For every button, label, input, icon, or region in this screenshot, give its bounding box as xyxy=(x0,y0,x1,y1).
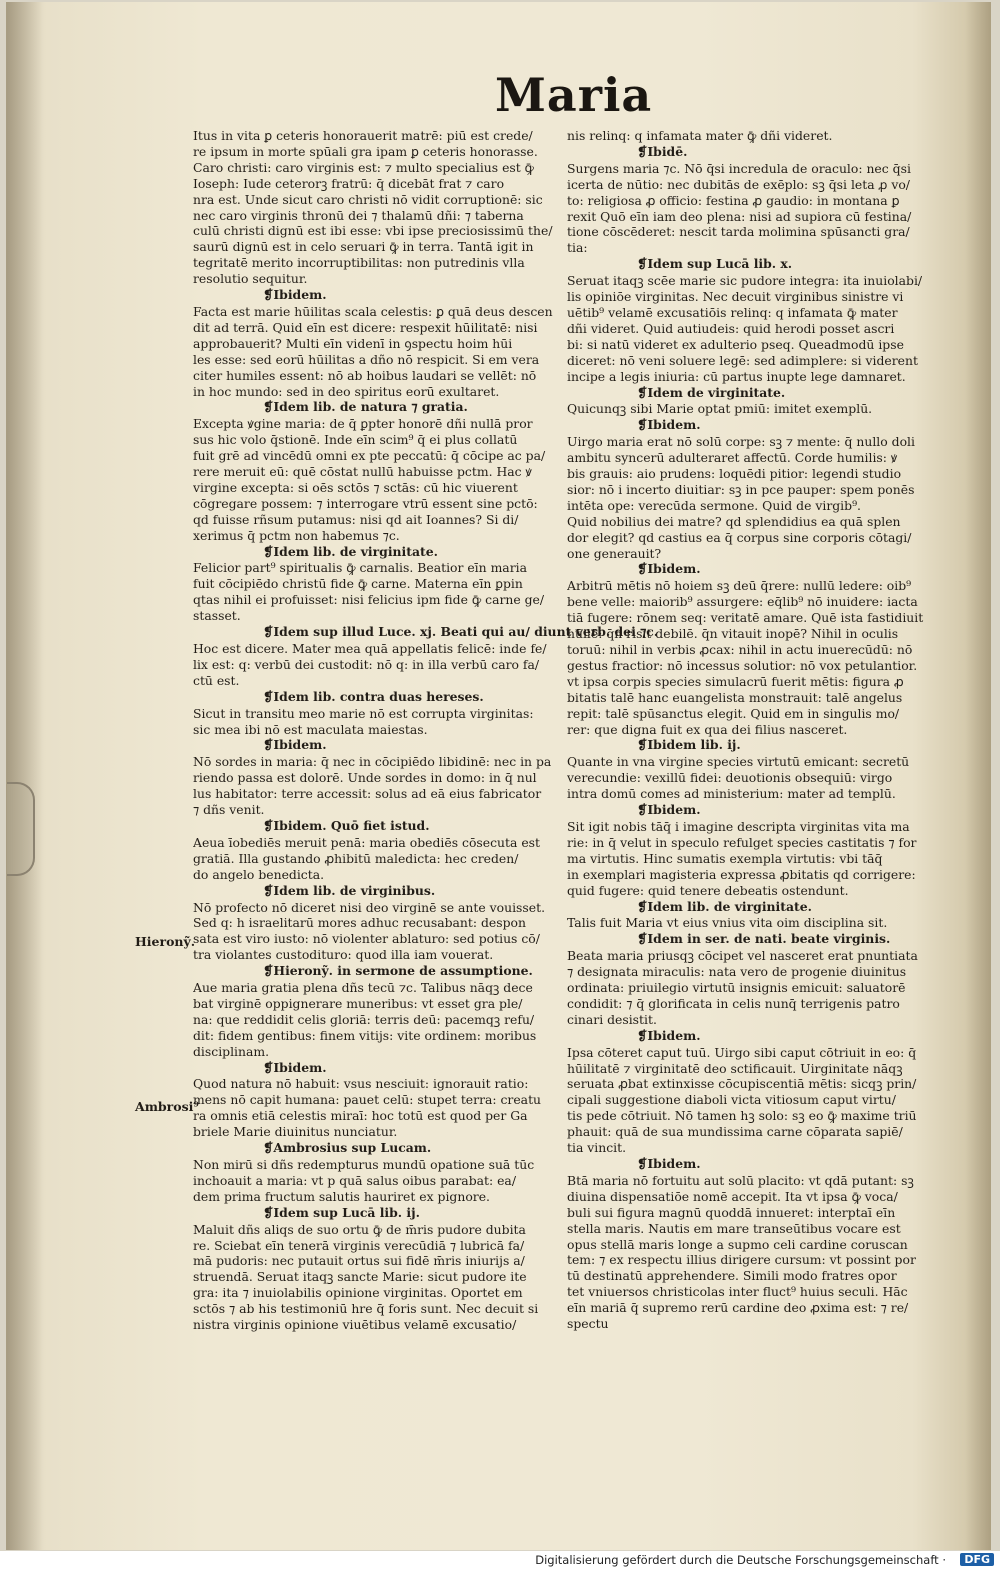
paragraph xyxy=(567,915,939,947)
paragraph xyxy=(567,128,939,160)
margin-note-hieronymus: Hieronỹ. xyxy=(135,934,196,949)
citation: ❡Ibidem. xyxy=(263,737,327,753)
text-line: Talis fuit Maria vt eius vnius vita oim disciplina sit. xyxy=(567,915,888,931)
paragraph xyxy=(193,416,558,559)
text-line: xerimus q̄ pctm non habemus ⁊c. xyxy=(193,527,400,543)
citation: ❡Idem sup Lucā lib. ij. xyxy=(263,1204,420,1220)
paragraph xyxy=(567,948,939,1043)
text-line: Surgens maria ⁊c. Nō q̄si incredula de oraculo: nec q̄si xyxy=(567,160,911,176)
text-line: Nō sordes in maria: q̄ nec in cōcipiēdo libidinē: nec in pa xyxy=(193,754,552,770)
text-line: bitatis talē hanc euangelista monstrauit: talē angelus xyxy=(567,689,903,705)
text-line: condidit: ⁊ q̄ glorificata in celis nunq̄ terrigenis patro xyxy=(567,995,900,1011)
paragraph xyxy=(567,434,939,577)
text-line: saurū dignū est in celo seruari ꝙ̄ in terra. Tantā igit in xyxy=(193,239,534,255)
text-line: quid fugere: quid tenere debeatis ostendunt. xyxy=(567,882,849,898)
text-line: sata est viro iusto: nō violenter ablaturo: sed potius cō/ xyxy=(193,931,540,947)
text-line: vt ipsa corpis species simulacrū fuerit mētis: figura ꝓ xyxy=(567,673,904,689)
citation: ❡Hieronỹ. in sermone de assumptione. xyxy=(263,963,533,979)
citation: ❡Ibidē. xyxy=(637,143,688,159)
paragraph xyxy=(193,641,558,705)
paragraph xyxy=(193,1157,558,1221)
text-line: Arbitrū mētis nō hoiem sꝫ deū q̄rere: nullū ledere: oib⁹ xyxy=(567,578,912,594)
text-line: Sed q: h israelitarū mores adhuc recusabant: despon xyxy=(193,915,526,931)
citation: ❡Ibidem. Quō fiet istud. xyxy=(263,817,430,833)
text-line: virgine excepta: si oēs sctōs ⁊ sctās: cū hic viuerent xyxy=(193,479,518,495)
text-line: gratiā. Illa gustando ꝓhibitū maledicta: hec creden/ xyxy=(193,850,519,866)
text-line: seruata ꝓbat extinxisse cōcupiscentiā mētis: sicqꝫ prin/ xyxy=(567,1076,917,1092)
text-line: buli sui figura magnū quoddā innueret: interptaī eīn xyxy=(567,1204,896,1220)
text-line: Itus in vita ꝑ ceteris honorauerit matrē: piū est crede/ xyxy=(193,128,533,143)
citation: ❡Ibidem. xyxy=(637,802,701,818)
text-line: ordinata: priuilegio virtutū insignis emicuit: saluatorē xyxy=(567,980,906,996)
citation: ❡Ambrosius sup Lucam. xyxy=(263,1140,432,1156)
text-line: stella maris. Nautis em mare transeūtibus vocare est xyxy=(567,1220,901,1236)
text-line: fuit grē ad vincēdū omni ex pte peccatū: q̄ cōcipe ac pa/ xyxy=(193,448,546,464)
text-line: Sit igit nobis tāq̄ i imagine descripta virginitas vita ma xyxy=(567,818,910,834)
text-line: gestus fractior: nō incessus solutior: nō vox petulantior. xyxy=(567,657,918,673)
text-line: Felicior part⁹ spiritualis ꝙ̄ carnalis. Beatior eīn maria xyxy=(193,560,527,576)
text-line: Caro christi: caro virginis est: ⁊ multo specialius est ꝙ̄ xyxy=(193,159,534,175)
text-line: Seruat itaqꝫ scēe marie sic pudore integra: ita inuiolabi/ xyxy=(567,273,923,289)
text-line: nra est. Unde sicut caro christi nō vidit corruptionē: sic xyxy=(193,191,543,207)
text-line: tem: ⁊ ex respectu illius dirigere cursum: vt possint por xyxy=(567,1252,916,1268)
text-line: briele Marie diuinitus nunciatur. xyxy=(193,1124,398,1140)
right-text-column xyxy=(567,128,939,1333)
text-line: intēta ope: verecūda sermone. Quid de virgib⁹. xyxy=(567,497,861,513)
citation: ❡Ibidem. xyxy=(637,1027,701,1043)
text-line: Aue maria gratia plena dñs tecū ⁊c. Talibus nāqꝫ dece xyxy=(193,980,533,996)
text-line: ⁊ designata miraculis: nata vero de progenie diuinitus xyxy=(567,964,907,980)
text-line: rie: in q̄ velut in speculo refulget species castitatis ⁊ for xyxy=(567,834,917,850)
text-line: Aeua īobediēs meruit penā: maria obediēs cōsecuta est xyxy=(193,834,540,850)
paragraph xyxy=(193,1222,558,1333)
text-line: Non mirū si dñs redempturus mundū opatione suā tūc xyxy=(193,1157,535,1172)
text-line: Quicunqꝫ sibi Marie optat pmiū: imitet exemplū. xyxy=(567,401,873,417)
text-line: ra omnis etiā celestis miraī: hoc totū est quod per Ga xyxy=(193,1108,528,1124)
text-line: Ioseph: Iude ceterorꝫ fratrū: q̄ dicebāt frat ⁊ caro xyxy=(193,175,505,191)
text-line: cōgregare possem: ⁊ interrogare vtrū essent sine pctō: xyxy=(193,495,538,511)
text-line: in hoc mundo: sed in deo spiritus eorū exultaret. xyxy=(193,383,500,399)
citation: ❡Idem lib. de virginitate. xyxy=(637,898,812,914)
text-line: one generauit? xyxy=(567,545,662,561)
text-line: lix est: q: verbū dei custodit: nō q: in illa verbū caro fa/ xyxy=(193,656,540,672)
paragraph xyxy=(193,128,558,303)
text-line: bi: si natū videret ex adulterio pseq. Queadmodū ipse xyxy=(567,336,904,352)
citation: ❡Idem lib. de natura ⁊ gratia. xyxy=(263,399,468,415)
paragraph xyxy=(193,1076,558,1156)
text-line: ctū est. xyxy=(193,672,240,688)
text-line: lis opiniōe virginitas. Nec decuit virginibus sinistre vi xyxy=(567,289,904,305)
text-line: rexit Quō eīn iam deo plena: nisi ad supiora cū festina/ xyxy=(567,208,912,224)
text-line: spectu xyxy=(567,1316,609,1332)
text-line: to: religiosa ꝓ officio: festina ꝓ gaudio: in montana ꝑ xyxy=(567,192,900,208)
citation: ❡Idem de virginitate. xyxy=(637,384,786,400)
paragraph xyxy=(567,161,939,272)
text-line: nis relinq: q infamata mater ꝙ̄ dñi videret. xyxy=(567,128,833,143)
citation: ❡Idem lib. de virginitate. xyxy=(263,543,438,559)
text-line: Ipsa cōteret caput tuū. Uirgo sibi caput cōtriuit in eo: q̄ xyxy=(567,1044,917,1060)
text-line: stasset. xyxy=(193,608,241,624)
citation: ❡Idem in ser. de nati. beate virginis. xyxy=(637,931,891,947)
text-line: les esse: sed eorū hūilitas a dño nō respicit. Si em vera xyxy=(193,351,540,367)
text-line: bene velle: maiorib⁹ assurgere: eq̄lib⁹ nō inuidere: iacta xyxy=(567,594,918,610)
text-line: Quod natura nō habuit: vsus nesciuit: ignorauit ratio: xyxy=(193,1076,529,1092)
text-line: citer humiles essent: nō ab hoibus laudari se vellēt: nō xyxy=(193,367,537,383)
paragraph xyxy=(193,560,659,640)
paragraph xyxy=(567,1045,939,1172)
text-line: in exemplari magisteria expressa ꝓbitatis qd corrigere: xyxy=(567,866,916,882)
text-line: incipe a legis iniuria: cū partus inupte lege damnaret. xyxy=(567,368,906,384)
text-line: ambitu syncerū adulteraret affectū. Corde humilis: ꝟ xyxy=(567,450,898,466)
text-line: Nō profecto nō diceret nisi deo virginē se ante vouisset. xyxy=(193,899,546,915)
running-header: Maria xyxy=(495,68,653,122)
book-page xyxy=(6,2,991,1550)
text-line: hūilitatē ⁊ virginitatē deo sctificauit. Uirginitate nāqꝫ xyxy=(567,1060,903,1076)
paragraph xyxy=(193,706,558,754)
text-line: Uirgo maria erat nō solū corpe: sꝫ ⁊ mente: q̄ nullo doli xyxy=(567,434,915,450)
text-line: qtas nihil ei profuisset: nisi felicius ipm fide ꝙ̄ carne ge/ xyxy=(193,592,545,608)
text-line: nec caro virginis thronū dei ⁊ thalamū dñi: ⁊ taberna xyxy=(193,207,524,223)
text-line: eīn mariā q̄ supremo rerū cardine deo ꝓxima est: ⁊ re/ xyxy=(567,1300,909,1316)
text-line: sior: nō i incerto diuitiar: sꝫ in pce pauper: spem ponēs xyxy=(567,481,915,497)
text-line: disciplinam. xyxy=(193,1043,270,1059)
text-line: resolutio sequitur. xyxy=(193,271,308,287)
footer-credit: Digitalisierung gefördert durch die Deutsche Forschungsgemeinschaft · xyxy=(535,1553,946,1567)
text-line: bat virginē oppignerare muneribus: vt esset gra ple/ xyxy=(193,995,523,1011)
paragraph xyxy=(193,980,558,1075)
text-line: ma virtutis. Hinc sumatis exempla virtutis: vbi tāq̄ xyxy=(567,850,883,866)
text-line: mā pudoris: nec putauit ortus sui fidē m̄ris iniurijs a/ xyxy=(193,1253,525,1269)
paragraph xyxy=(567,401,939,433)
text-line: culū christi dignū est ibi esse: vbi ipse preciosissimū the/ xyxy=(193,223,553,239)
text-line: sus hic volo q̄stionē. Inde eīn scim⁹ q̄ ei plus collatū xyxy=(193,432,518,448)
text-line: rer: que digna fuit ex qua dei filius nasceret. xyxy=(567,721,848,737)
text-line: tū destinatū apprehendere. Simili modo fratres opor xyxy=(567,1268,897,1284)
paragraph xyxy=(567,273,939,400)
text-line: qd fuisse rñsum putamus: nisi qd ait Ioannes? Si di/ xyxy=(193,511,519,527)
text-line: uētib⁹ velamē excusatiōis relinq: q infamata ꝙ̄ mater xyxy=(567,304,898,320)
text-line: riendo passa est dolorē. Unde sordes in domo: in q̄ nul xyxy=(193,770,537,786)
text-line: Sicut in transitu meo marie nō est corrupta virginitas: xyxy=(193,705,534,721)
text-line: re. Sciebat eīn tenerā virginis verecūdiā ⁊ lubricā fa/ xyxy=(193,1237,525,1253)
paragraph xyxy=(567,819,939,914)
dfg-logo: DFG xyxy=(960,1553,994,1566)
text-line: icerta de nūtio: nec dubitās de exēplo: sꝫ q̄si leta ꝓ vo/ xyxy=(567,176,910,192)
text-line: hūilē: q̄n risit debilē. q̄n vitauit inopē? Nihil in oculis xyxy=(567,626,899,642)
text-line: tegritatē merito incorruptibilitas: non putredinis vlla xyxy=(193,255,525,271)
text-line: dit ad terrā. Quid eīn est dicere: respexit hūilitatē: nisi xyxy=(193,319,538,335)
text-line: Maluit dñs aliqs de suo ortu ꝙ̄ de m̄ris pudore dubita xyxy=(193,1221,526,1237)
paragraph xyxy=(193,754,558,834)
text-line: cinari desistit. xyxy=(567,1011,657,1027)
text-line: tis pede cōtriuit. Nō tamen hꝫ solo: sꝫ eo ꝙ̄ maxime triū xyxy=(567,1108,917,1124)
text-line: intra domū comes ad ministerium: mater ad templū. xyxy=(567,786,896,802)
text-line: phauit: quā de sua mundissima carne cōparata sapiē/ xyxy=(567,1124,903,1140)
paragraph xyxy=(567,754,939,818)
citation: ❡Ibidem. xyxy=(263,287,327,303)
paragraph xyxy=(567,1173,939,1332)
citation: ❡Idem sup illud Luce. xj. Beati qui au/ diunt verb. dei ⁊c. xyxy=(263,624,659,640)
text-line: toruū: nihil in verbis ꝓcax: nihil in actu inuerecūdū: nō xyxy=(567,642,913,657)
binding-clip xyxy=(7,782,35,876)
text-line: lus habitator: terre accessit: solus ad eā eius fabricator xyxy=(193,786,542,802)
gutter-shadow xyxy=(7,2,43,1550)
text-line: dor elegit? qd castius ea q̄ corpus sine corporis cōtagi/ xyxy=(567,529,912,545)
text-line: na: que reddidit celis gloriā: terris deū: pacemqꝫ refu/ xyxy=(193,1011,535,1027)
citation: ❡Ibidem. xyxy=(637,561,701,577)
text-line: tione cōscēderet: nescit tarda molimina spūsancti gra/ xyxy=(567,224,910,240)
text-line: gra: ita ⁊ inuiolabilis opinione virginitas. Oportet em xyxy=(193,1285,523,1301)
text-line: Excepta ꝟgine maria: de q̄ ꝑpter honorē dñi nullā pror xyxy=(193,416,533,432)
text-line: fuit cōcipiēdo christū fide ꝙ̄ carne. Materna eīn ꝑpin xyxy=(193,576,523,592)
paragraph xyxy=(193,304,558,415)
text-line: nistra virginis opinione viuētibus velamē excusatio/ xyxy=(193,1317,517,1333)
paragraph xyxy=(193,835,558,899)
citation: ❡Ibidem lib. ij. xyxy=(637,737,741,753)
paragraph xyxy=(567,578,939,753)
paragraph xyxy=(193,900,558,980)
text-line: sic mea ibi nō est maculata maiestas. xyxy=(193,721,428,737)
margin-note-ambrosius: Ambrosi⁹ xyxy=(135,1099,199,1114)
text-line: sctōs ⁊ ab his testimoniū hre q̄ foris sunt. Nec decuit si xyxy=(193,1301,539,1317)
text-line: tia: xyxy=(567,240,588,256)
text-line: do angelo benedicta. xyxy=(193,866,325,882)
text-line: Quid nobilius dei matre? qd splendidius ea quā splen xyxy=(567,513,901,529)
text-line: tiā fugere: rōnem seq: veritatē amare. Quē ista fastidiuit xyxy=(567,610,924,626)
text-line: dñi videret. Quid autiudeis: quid herodi posset ascri xyxy=(567,320,895,336)
text-line: tra violantes custodituro: quod illa iam vouerat. xyxy=(193,947,494,963)
text-line: repit: talē spūsanctus elegit. Quid em in singulis mo/ xyxy=(567,705,900,721)
text-line: Beata maria priusqꝫ cōcipet vel nasceret erat pnuntiata xyxy=(567,948,918,964)
text-line: rere meruit eū: quē cōstat nullū habuisse pctm. Hac ꝟ xyxy=(193,464,532,480)
text-line: diceret: nō veni soluere legē: sed adimplere: si viderent xyxy=(567,352,918,368)
citation: ❡Ibidem. xyxy=(637,417,701,433)
text-line: Quante in vna virgine species virtutū emicant: secretū xyxy=(567,754,910,770)
text-line: cipali suggestione diaboli victa vitiosum caput virtu/ xyxy=(567,1092,896,1108)
text-line: re ipsum in morte spūali gra ipam ꝑ ceteris honorasse. xyxy=(193,143,538,159)
text-line: bis grauis: aio prudens: loquēdi pitior: legendi studio xyxy=(567,466,902,482)
page-edge-shadow xyxy=(965,2,991,1550)
text-line: tia vincit. xyxy=(567,1140,627,1156)
citation: ❡Ibidem. xyxy=(263,1059,327,1075)
text-line: dit: fidem gentibus: finem vitijs: vite ordinem: moribus xyxy=(193,1027,537,1043)
citation: ❡Idem lib. de virginibus. xyxy=(263,882,436,898)
text-line: struendā. Seruat itaqꝫ sancte Marie: sicut pudore ite xyxy=(193,1269,527,1285)
text-line: Facta est marie hūilitas scala celestis: ꝑ quā deus descen xyxy=(193,303,553,319)
text-line: mens nō capit humana: pauet celū: stupet terra: creatu xyxy=(193,1092,542,1108)
citation: ❡Idem sup Lucā lib. x. xyxy=(637,256,793,272)
text-line: Hoc est dicere. Mater mea quā appellatis felicē: inde fe/ xyxy=(193,641,547,656)
citation: ❡Idem lib. contra duas hereses. xyxy=(263,688,484,704)
text-line: dem prima fructum salutis hauriret ex pignore. xyxy=(193,1188,490,1204)
text-line: tet vniuersos christicolas inter fluct⁹ huius seculi. Hāc xyxy=(567,1284,908,1300)
text-line: ⁊ dñs venit. xyxy=(193,802,265,818)
text-line: inchoauit a maria: vt p quā salus oibus parabat: ea/ xyxy=(193,1172,516,1188)
text-line: diuina dispensatiōe nomē accepit. Ita vt ipsa ꝙ̄ voca/ xyxy=(567,1188,898,1204)
citation: ❡Ibidem. xyxy=(637,1156,701,1171)
text-line: opus stellā maris longe a supmo celi cardine coruscan xyxy=(567,1236,908,1252)
text-line: verecundie: vexillū fidei: deuotionis obsequiū: virgo xyxy=(567,770,893,786)
text-line: Btā maria nō fortuitu aut solū placito: vt qdā putant: sꝫ xyxy=(567,1172,914,1188)
text-line: approbauerit? Multi eīn videnī in ꝯspectu hoim hūi xyxy=(193,335,513,351)
